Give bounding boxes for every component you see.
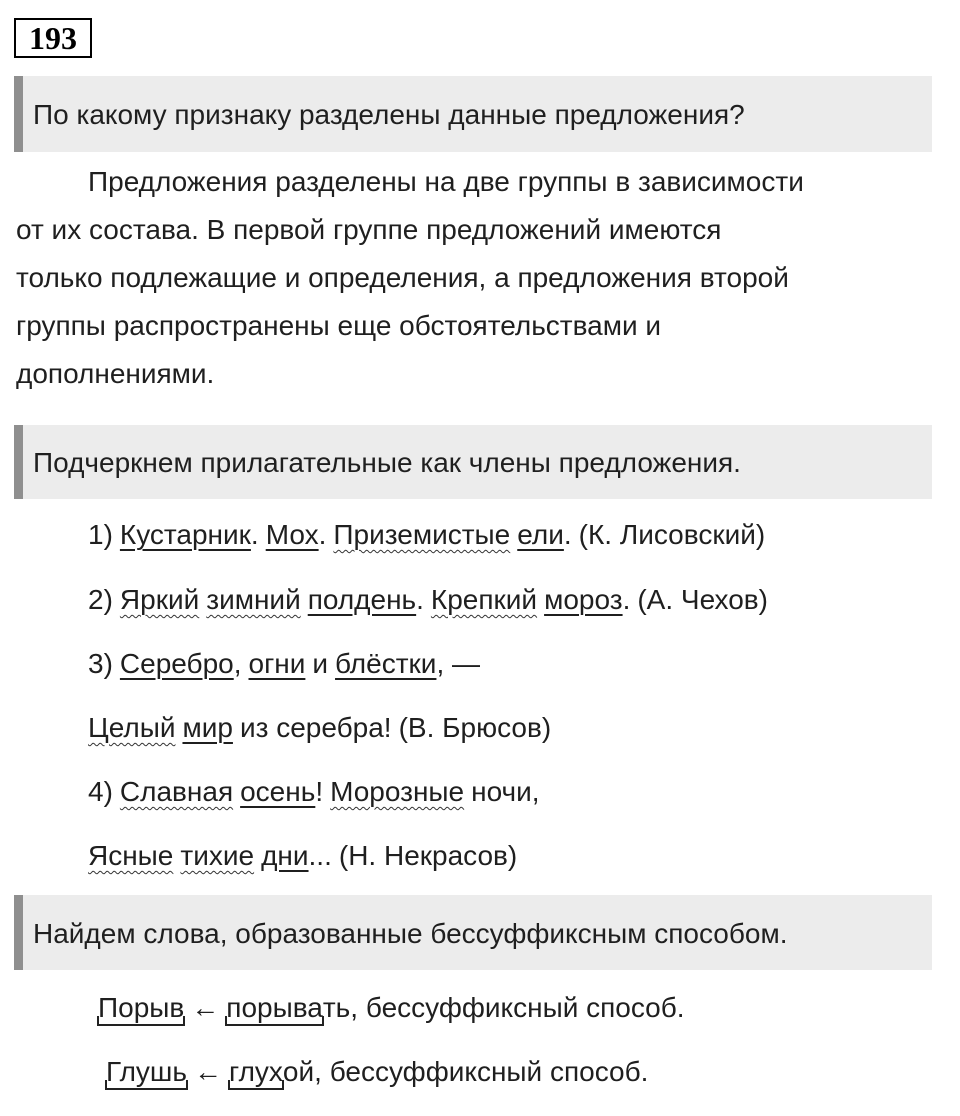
base-ending: ть [322, 992, 351, 1023]
question-text-1: По какому признаку разделены данные предложения? [33, 99, 745, 130]
punctuation: . [622, 584, 631, 615]
question-heading-3 [14, 895, 932, 970]
subject-word: дни [261, 840, 309, 871]
base-stem: порыва [226, 992, 323, 1023]
attribute-word: Крепкий [430, 584, 538, 615]
derived-word: Глушь [106, 1056, 187, 1087]
base-stem: глух [228, 1056, 283, 1087]
formation-method: , бессуффиксный способ. [314, 1056, 649, 1087]
answer-line-3: только подлежащие и определения, а предложения второй [16, 262, 789, 293]
word-formation-line-2 [106, 1056, 648, 1088]
attribute-word: Целый [88, 712, 176, 743]
attribute-word: Морозные [330, 776, 465, 807]
exercise-number: 193 [14, 18, 92, 58]
punctuation: . [318, 519, 327, 550]
author-source: (К. Лисовский) [578, 519, 766, 550]
example-line-6 [88, 840, 517, 872]
item-number: 4) [88, 776, 113, 807]
punctuation: . [250, 519, 259, 550]
example-line-4 [88, 712, 551, 744]
example-line-1 [88, 519, 765, 551]
punctuation: , — [436, 648, 480, 679]
question-heading-2 [14, 425, 932, 499]
attribute-word: тихие [180, 840, 255, 871]
item-number: 2) [88, 584, 113, 615]
question-heading-1 [14, 76, 932, 152]
subject-word: блёстки [335, 648, 437, 679]
item-number: 3) [88, 648, 113, 679]
plain-text: из серебра! [239, 712, 392, 743]
arrow-left-icon: ← [193, 1056, 222, 1087]
arrow-left-icon: ← [191, 992, 220, 1023]
item-number: 1) [88, 519, 113, 550]
question-text-3: Найдем слова, образованные бессуффиксным способом. [33, 918, 788, 949]
subject-word: Серебро [119, 648, 234, 679]
plain-text: ночи, [471, 776, 540, 807]
subject-word: мороз [544, 584, 623, 615]
subject-word: Мох [265, 519, 319, 550]
author-source: (А. Чехов) [637, 584, 768, 615]
punctuation: ... [308, 840, 332, 871]
subject-word: Кустарник [119, 519, 251, 550]
answer-line-5: дополнениями. [16, 358, 215, 389]
subject-word: ели [517, 519, 564, 550]
derived-word: Порыв [98, 992, 185, 1023]
subject-word: мир [182, 712, 233, 743]
author-source: (В. Брюсов) [398, 712, 552, 743]
punctuation: . [563, 519, 572, 550]
example-line-3 [88, 648, 480, 680]
punctuation: . [416, 584, 424, 615]
example-line-2 [88, 584, 768, 616]
attribute-word: Ясные [88, 840, 174, 871]
subject-word: огни [248, 648, 306, 679]
punctuation: , [233, 648, 242, 679]
attribute-word: зимний [206, 584, 301, 615]
subject-word: полдень [307, 584, 417, 615]
attribute-word: Славная [119, 776, 234, 807]
example-line-5 [88, 776, 540, 808]
conjunction: и [312, 648, 329, 679]
question-text-2: Подчеркнем прилагательные как члены предложения. [33, 447, 741, 478]
answer-line-1: Предложения разделены на две группы в зависимости [88, 166, 804, 197]
subject-word: осень [240, 776, 316, 807]
base-ending: ой [282, 1056, 315, 1087]
punctuation: ! [315, 776, 324, 807]
author-source: (Н. Некрасов) [338, 840, 518, 871]
formation-method: , бессуффиксный способ. [350, 992, 685, 1023]
attribute-word: Приземистые [333, 519, 511, 550]
word-formation-line-1 [98, 992, 685, 1024]
answer-line-4: группы распространены еще обстоятельствами и [16, 310, 662, 341]
attribute-word: Яркий [119, 584, 200, 615]
answer-line-2: от их состава. В первой группе предложений имеются [16, 214, 722, 245]
